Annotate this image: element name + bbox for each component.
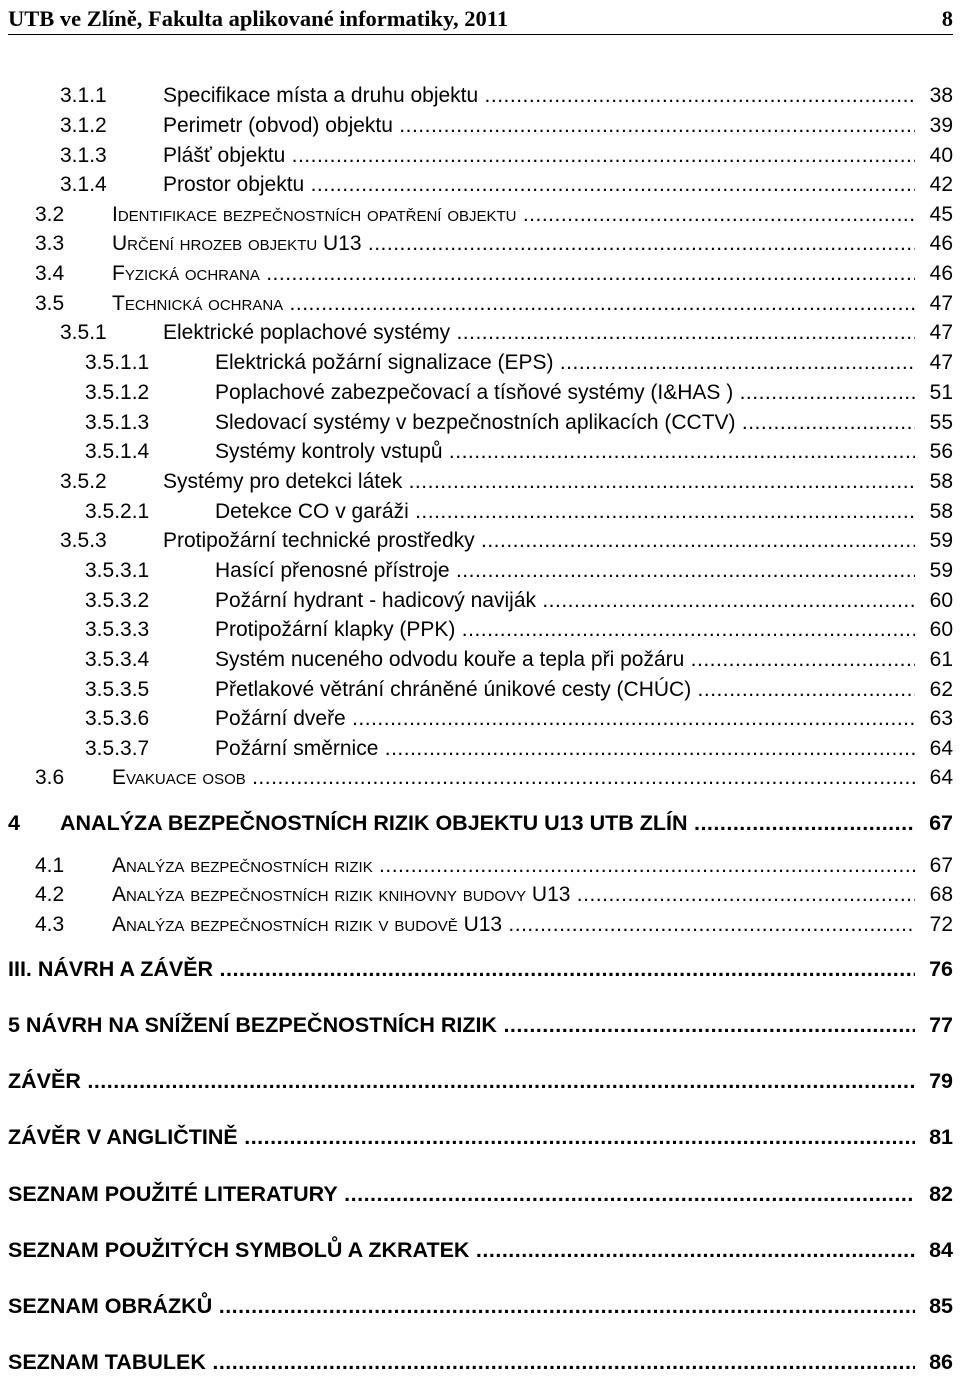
toc-entry-page: 56 [929, 440, 953, 463]
toc-entry-number: 3.1.2 [60, 114, 107, 137]
toc-entry[interactable] [85, 645, 953, 675]
toc-chapter-entry[interactable] [8, 954, 953, 984]
toc-entry-title: Požární hydrant - hadicový naviják ..... [215, 586, 915, 616]
toc-entry-page: 45 [929, 203, 953, 226]
toc-entry-title: Perimetr (obvod) objektu ..... [163, 111, 915, 141]
toc-entry-number: 3.1.3 [60, 144, 107, 167]
toc-entry[interactable] [35, 880, 953, 910]
toc-chapter-entry[interactable] [8, 1066, 953, 1096]
toc-entry[interactable] [85, 615, 953, 645]
toc-entry-title: Požární dveře ..... [215, 704, 915, 734]
toc-entry-number: 3.6 [35, 766, 65, 789]
toc-entry[interactable] [85, 437, 953, 467]
toc-entry-title: Elektrická požární signalizace (EPS) ..... [215, 348, 915, 378]
toc-entry-number: 3.5.3.5 [85, 678, 150, 701]
toc-entry-number: 4.2 [35, 883, 65, 906]
toc-entry-page: 59 [929, 559, 953, 582]
toc-entry-number: 3.5.3.3 [85, 618, 150, 641]
toc-entry[interactable] [85, 497, 953, 527]
toc-entry-page: 62 [929, 678, 953, 701]
toc-entry-page: 61 [929, 648, 953, 671]
toc-entry-title: SEZNAM TABULEK ..... [8, 1347, 915, 1377]
toc-entry-page: 86 [929, 1350, 953, 1374]
toc-entry-number: 3.5.3.6 [85, 707, 150, 730]
toc-entry-page: 68 [929, 883, 953, 906]
toc-entry-title: Poplachové zabezpečovací a tísňové systémy (I&HAS ) ..... [215, 378, 915, 408]
toc-entry-page: 67 [929, 854, 953, 877]
toc-chapter-entry[interactable] [8, 808, 953, 838]
toc-entry-number: 3.5.1.4 [85, 440, 150, 463]
toc-entry-page: 76 [929, 957, 953, 981]
toc-entry[interactable] [35, 763, 953, 793]
toc-entry-number: 3.4 [35, 262, 65, 285]
toc-entry[interactable] [60, 526, 953, 556]
toc-entry-page: 64 [929, 737, 953, 760]
toc-chapter-entry[interactable] [8, 1179, 953, 1209]
toc-chapter-entry[interactable] [8, 1235, 953, 1265]
toc-entry-page: 59 [929, 529, 953, 552]
toc-entry-number: 3.5.3.1 [85, 559, 150, 582]
toc-entry-page: 77 [929, 1013, 953, 1037]
toc-entry[interactable] [60, 318, 953, 348]
toc-entry-number: 3.5.3 [60, 529, 107, 552]
toc-entry-page: 60 [929, 618, 953, 641]
toc-entry-page: 85 [929, 1294, 953, 1318]
toc-entry-title: Přetlakové větrání chráněné únikové cesty (CHÚC) ..... [215, 675, 915, 705]
toc-entry-title: Analýza bezpečnostních rizik ..... [112, 851, 915, 881]
toc-entry-number: 3.3 [35, 232, 65, 255]
toc-entry-page: 81 [929, 1125, 953, 1149]
toc-entry-number: 4 [8, 811, 20, 835]
toc-entry-title: Sledovací systémy v bezpečnostních aplikacích (CCTV) ..... [215, 408, 915, 438]
toc-entry-number: 3.5.3.4 [85, 648, 150, 671]
toc-entry-title: SEZNAM OBRÁZKŮ ..... [8, 1291, 915, 1321]
toc-entry-page: 47 [929, 292, 953, 315]
toc-entry-page: 58 [929, 500, 953, 523]
toc-entry-title: Systém nuceného odvodu kouře a tepla při požáru ..... [215, 645, 915, 675]
toc-entry-title: Analýza bezpečnostních rizik v budově U13 ..... [112, 910, 915, 940]
toc-entry-page: 72 [929, 913, 953, 936]
toc-entry[interactable] [35, 229, 953, 259]
toc-entry-number: 3.5.2 [60, 470, 107, 493]
toc-entry-number: 3.5.1.3 [85, 411, 150, 434]
toc-entry[interactable] [85, 408, 953, 438]
toc-entry-number: 3.1.1 [60, 84, 107, 107]
toc-entry-page: 38 [929, 84, 953, 107]
toc-entry-title: Protipožární klapky (PPK) ..... [215, 615, 915, 645]
toc-entry[interactable] [35, 259, 953, 289]
toc-entry-page: 42 [929, 173, 953, 196]
toc-entry-page: 51 [929, 381, 953, 404]
toc-chapter-entry[interactable] [8, 1010, 953, 1040]
toc-entry-title: Požární směrnice ..... [215, 734, 915, 764]
toc-entry[interactable] [60, 111, 953, 141]
toc-entry[interactable] [85, 586, 953, 616]
toc-entry-page: 63 [929, 707, 953, 730]
toc-entry-title: Fyzická ochrana ..... [112, 259, 915, 289]
toc-entry-title: SEZNAM POUŽITÉ LITERATURY ..... [8, 1179, 915, 1209]
toc-entry-title: SEZNAM POUŽITÝCH SYMBOLŮ A ZKRATEK ..... [8, 1235, 915, 1265]
toc-entry-number: 3.5.1.1 [85, 351, 150, 374]
toc-entry-page: 39 [929, 114, 953, 137]
toc-entry-title: Elektrické poplachové systémy ..... [163, 318, 915, 348]
toc-entry-title: Systémy kontroly vstupů ..... [215, 437, 915, 467]
toc-entry-number: 3.5.3.7 [85, 737, 150, 760]
toc-entry-page: 82 [929, 1182, 953, 1206]
header-title: UTB ve Zlíně, Fakulta aplikované informatiky, 2011 [8, 6, 509, 31]
toc-entry[interactable] [35, 200, 953, 230]
toc-entry-number: 4.3 [35, 913, 65, 936]
toc-entry[interactable] [85, 704, 953, 734]
toc-entry-number: 3.5.1.2 [85, 381, 150, 404]
toc-entry-title: III. NÁVRH A ZÁVĚR ..... [8, 954, 915, 984]
toc-entry-page: 79 [929, 1069, 953, 1093]
toc-entry-title: Protipožární technické prostředky ..... [163, 526, 915, 556]
toc-entry[interactable] [85, 348, 953, 378]
header-page-number: 8 [941, 6, 953, 31]
toc-entry-number: 3.5.2.1 [85, 500, 150, 523]
toc-entry-number: 3.5 [35, 292, 65, 315]
toc-entry-title: Prostor objektu ..... [163, 170, 915, 200]
toc-entry-number: 3.1.4 [60, 173, 107, 196]
toc-entry-title: ANALÝZA BEZPEČNOSTNÍCH RIZIK OBJEKTU U13 UTB ZLÍN ..... [60, 808, 915, 838]
toc-entry-title: Systémy pro detekci látek ..... [163, 467, 915, 497]
toc-entry[interactable] [85, 556, 953, 586]
toc-entry-page: 84 [929, 1238, 953, 1262]
toc-entry-page: 47 [929, 321, 953, 344]
toc-entry-title: Identifikace bezpečnostních opatření objektu ..... [112, 200, 915, 230]
toc-entry-title: ZÁVĚR ..... [8, 1066, 915, 1096]
toc-chapter-entry[interactable] [8, 1347, 953, 1377]
toc-entry-title: Plášť objektu ..... [163, 141, 915, 171]
toc-entry-number: 3.5.3.2 [85, 589, 150, 612]
toc-entry-page: 40 [929, 144, 953, 167]
toc-entry-page: 46 [929, 232, 953, 255]
toc-entry[interactable] [60, 141, 953, 171]
toc-entry-page: 67 [929, 811, 953, 835]
toc-entry[interactable] [35, 910, 953, 940]
toc-entry[interactable] [60, 467, 953, 497]
toc-entry-title: Určení hrozeb objektu U13 ..... [112, 229, 915, 259]
toc-entry-title: Evakuace osob ..... [112, 763, 915, 793]
toc-entry-number: 4.1 [35, 854, 65, 877]
toc-entry[interactable] [60, 81, 953, 111]
toc-entry-page: 46 [929, 262, 953, 285]
toc-entry-page: 47 [929, 351, 953, 374]
toc-chapter-entry[interactable] [8, 1291, 953, 1321]
toc-entry-page: 55 [929, 411, 953, 434]
toc-entry-title: Analýza bezpečnostních rizik knihovny budovy U13 ..... [112, 880, 915, 910]
toc-entry-title: ZÁVĚR V ANGLIČTINĚ ..... [8, 1122, 915, 1152]
toc-entry[interactable] [85, 378, 953, 408]
toc-entry[interactable] [85, 675, 953, 705]
toc-entry[interactable] [85, 734, 953, 764]
toc-entry[interactable] [35, 289, 953, 319]
toc-entry-number: 3.2 [35, 203, 65, 226]
toc-chapter-entry[interactable] [8, 1122, 953, 1152]
toc-entry-title: Hasící přenosné přístroje ..... [215, 556, 915, 586]
toc-entry[interactable] [35, 851, 953, 881]
toc-entry[interactable] [60, 170, 953, 200]
toc-entry-page: 58 [929, 470, 953, 493]
toc-entry-title: Technická ochrana ..... [112, 289, 915, 319]
toc-entry-number: 3.5.1 [60, 321, 107, 344]
toc-entry-title: Detekce CO v garáži ..... [215, 497, 915, 527]
toc-entry-title: 5 NÁVRH NA SNÍŽENÍ BEZPEČNOSTNÍCH RIZIK ..... [8, 1010, 915, 1040]
toc-entry-title: Specifikace místa a druhu objektu ..... [163, 81, 915, 111]
toc-entry-page: 60 [929, 589, 953, 612]
toc-entry-page: 64 [929, 766, 953, 789]
